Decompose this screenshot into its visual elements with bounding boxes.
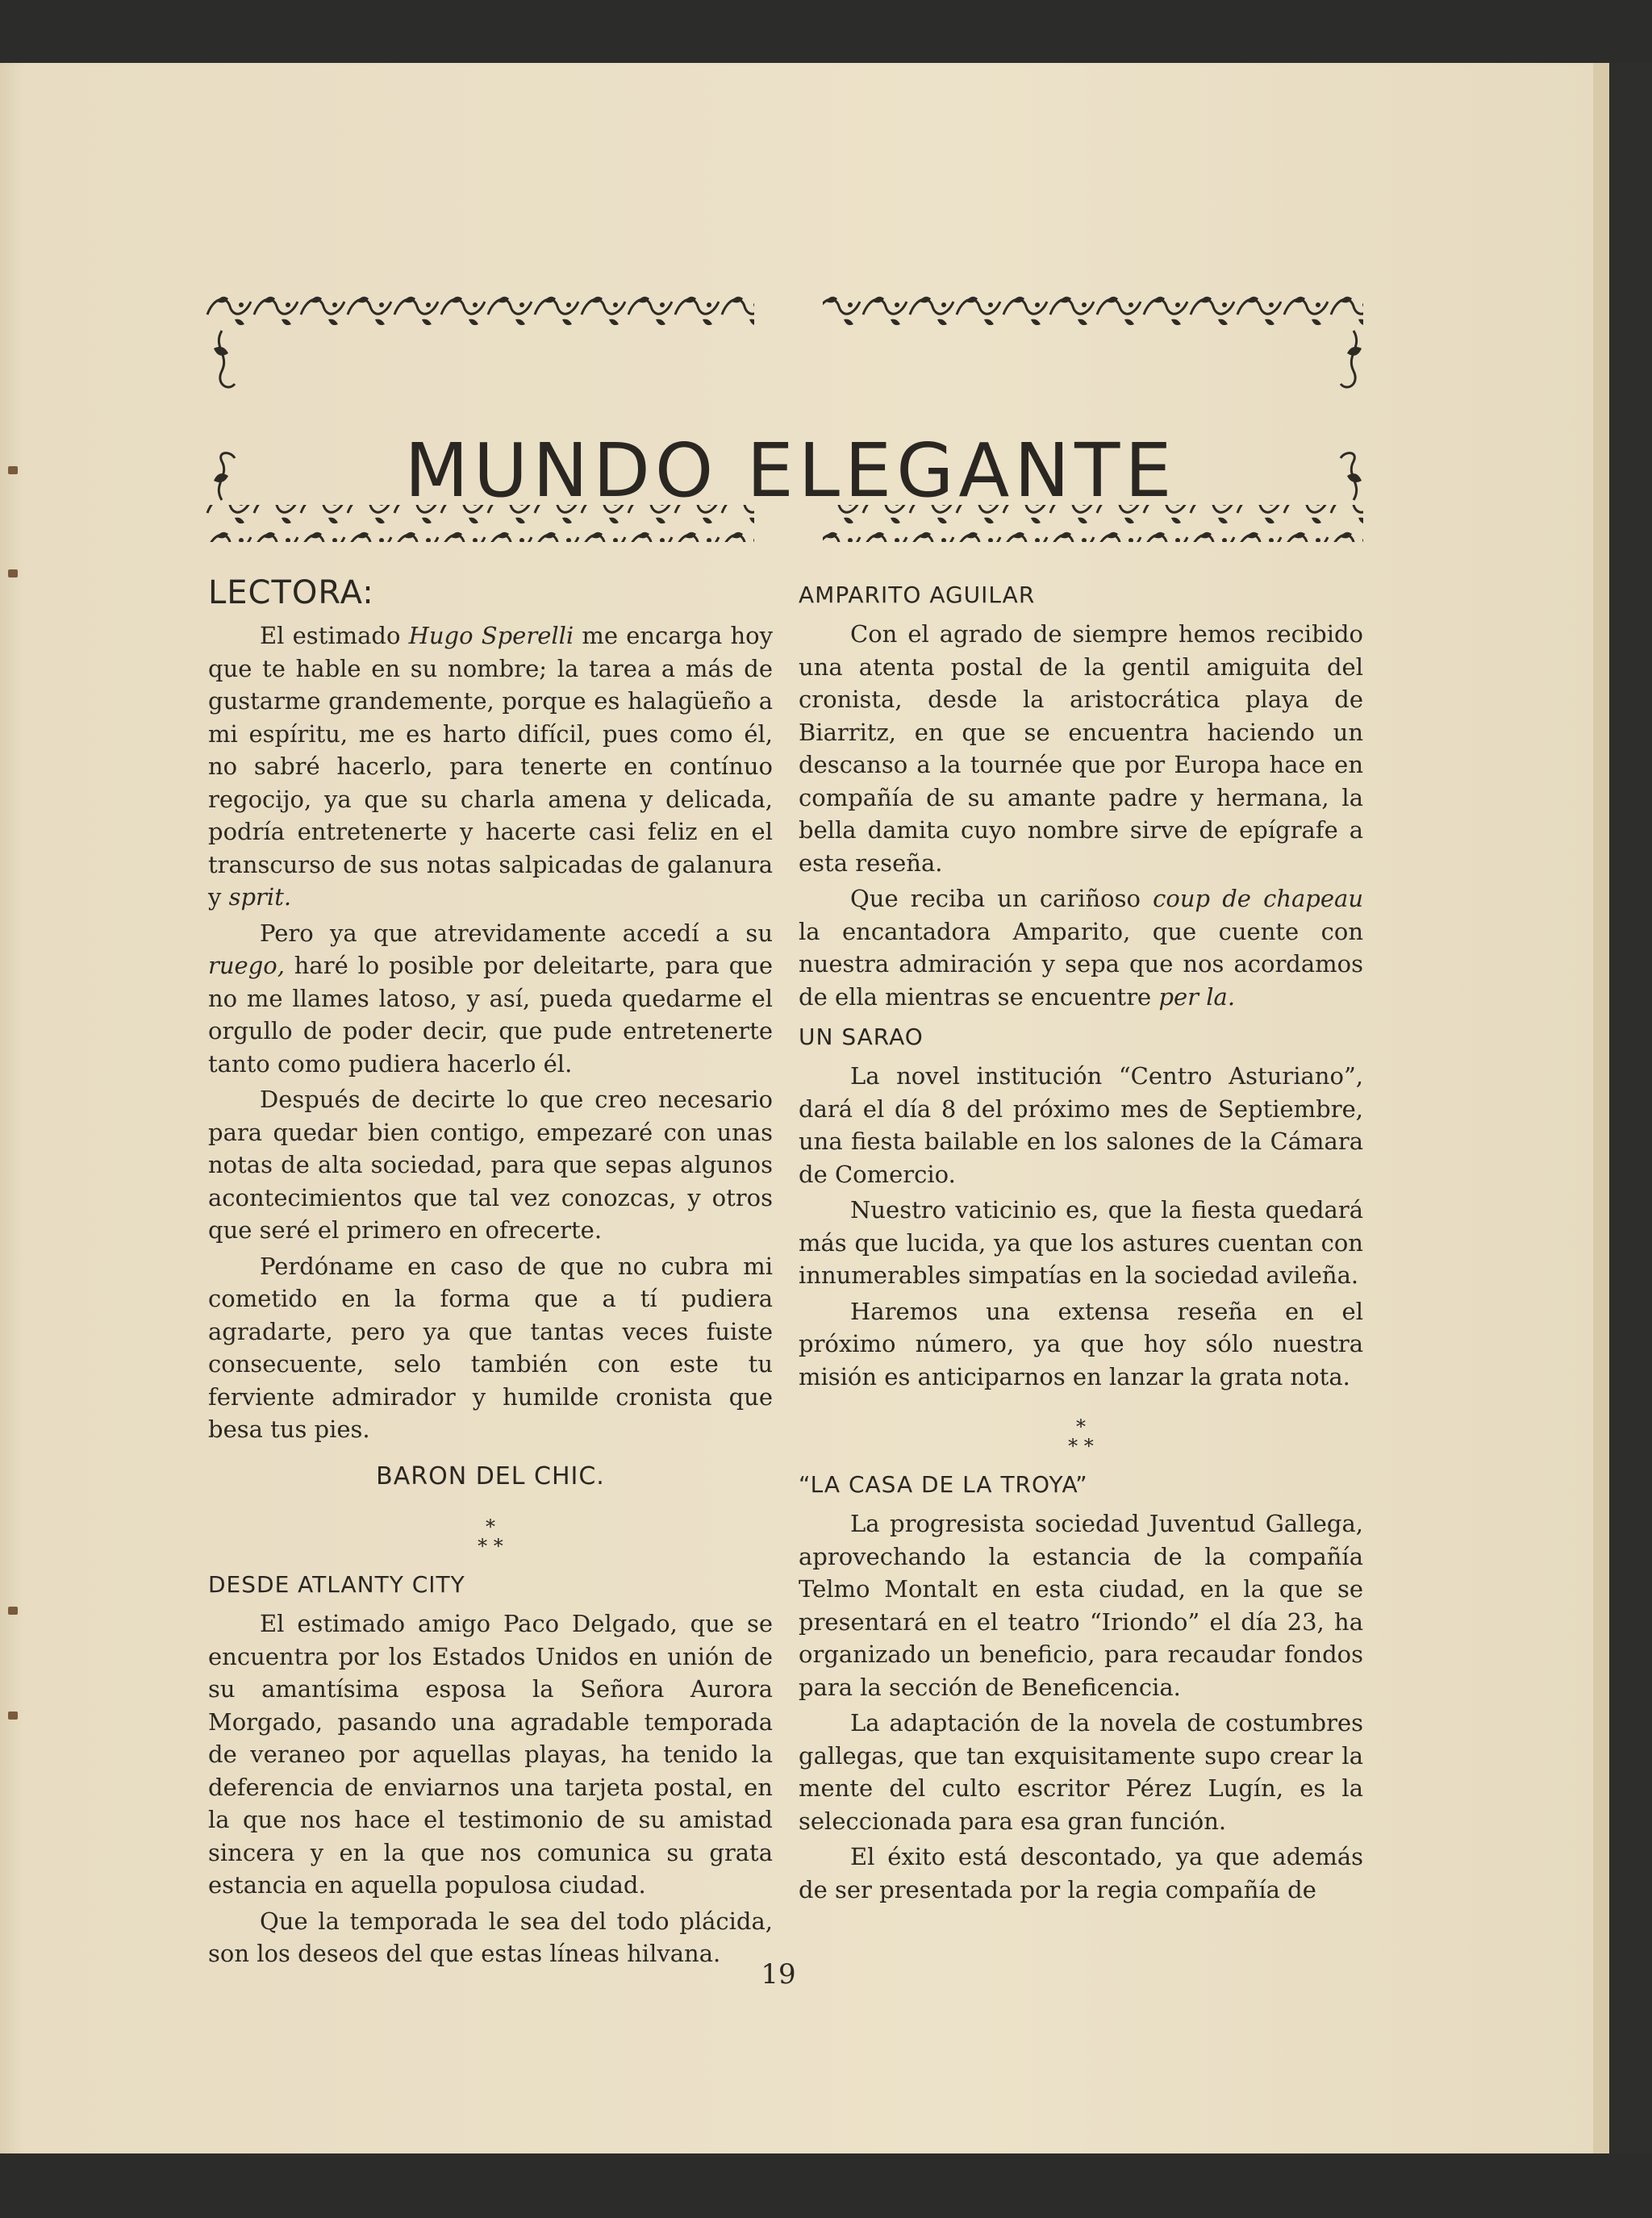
section-heading-sarao: UN SARAO: [799, 1024, 924, 1050]
section-heading-amparito: AMPARITO AGUILAR: [799, 582, 1036, 608]
signature: BARON DEL CHIC.: [376, 1461, 605, 1490]
paragraph: Pero ya que atrevidamente accedí a su ruego, haré lo posible por deleitarte, para que no me llames latoso, y así, pueda quedarme el orgullo de poder decir, que pude entretenerte tanto como pudiera hacerlo él.: [208, 919, 773, 1078]
ornament-top-left: [206, 290, 762, 395]
ornament-top-right: [815, 290, 1371, 395]
paragraph: La progresista sociedad Juventud Gallega, aprovechando la estancia de la compañía Telmo Montalt en esta ciudad, en la que se presentará en el teatro “Iriondo” el día 23, ha organizado un beneficio, para recaudar fondos para la sección de Beneficencia.: [799, 1510, 1363, 1701]
paragraph: El estimado amigo Paco Delgado, que se encuentra por los Estados Unidos en unión de su amantísima esposa la Señora Aurora Morgado, pasando una agradable temporada de veraneo por aquellas playas, ha tenido la deferencia de enviarnos una tarjeta postal, en la que nos hace el testimonio de su amistad sincera y en la que nos comunica su grata estancia en aquella populosa ciudad.: [208, 1610, 773, 1899]
right-column: [799, 581, 1363, 1909]
paragraph: Haremos una extensa reseña en el próximo número, ya que hoy sólo nuestra misión es anticiparnos en lanzar la grata nota.: [799, 1297, 1363, 1390]
page-title: MUNDO ELEGANTE: [404, 427, 1177, 514]
paragraph: El éxito está descontado, ya que además de ser presentada por la regia compañía de: [799, 1843, 1363, 1903]
page-edge: [1593, 63, 1609, 2153]
paragraph: Nuestro vaticinio es, que la fiesta quedará más que lucida, ya que los astures cuentan con innumerables simpatías en la sociedad avileña.: [799, 1196, 1363, 1289]
paragraph: El estimado Hugo Sperelli me encarga hoy que te hable en su nombre; la tarea a más de gustarme grandemente, porque es halagüeño a mi espíritu, me es harto difícil, pues como él, no sabré hacerlo, para tenerte en contínuo regocijo, ya que su charla amena y delicada, podría entretenerte y hacerte casi feliz en el transcurso de sus notas salpicadas de galanura y sprit.: [208, 622, 773, 911]
paragraph: Que reciba un cariñoso coup de chapeau la encantadora Amparito, que cuente con nuestra admiración y sepa que nos acordamos de ella mientras se encuentre per la.: [799, 885, 1363, 1011]
section-separator: * * *: [478, 1515, 503, 1557]
paragraph: Perdóname en caso de que no cubra mi cometido en la forma que a tí pudiera agradarte, pero ya que tantas veces fuiste consecuente, selo también con este tu ferviente admirador y humilde cronista que besa tus pies.: [208, 1252, 773, 1443]
left-column: [208, 573, 773, 1974]
section-heading-atlanty-city: DESDE ATLANTY CITY: [208, 1571, 465, 1598]
section-separator: * * *: [1068, 1415, 1094, 1457]
page-number: 19: [761, 1958, 796, 1991]
paragraph: Después de decirte lo que creo necesario para quedar bien contigo, empezaré con unas notas de alta sociedad, para que sepas algunos acontecimientos que tal vez conozcas, y otros que seré el primero en ofrecerte.: [208, 1086, 773, 1244]
paragraph: La novel institución “Centro Asturiano”, dará el día 8 del próximo mes de Septiembre, una fiesta bailable en los salones de la Cámara de Comercio.: [799, 1062, 1363, 1188]
scan-background-top: [0, 0, 1652, 63]
paragraph: Que la temporada le sea del todo plácida, son los deseos del que estas líneas hilvana.: [208, 1907, 773, 1967]
paragraph: La adaptación de la novela de costumbres gallegas, que tan exquisitamente supo crear la mente del culto escritor Pérez Lugín, es la seleccionada para esa gran función.: [799, 1709, 1363, 1835]
section-heading-casa-troya: “LA CASA DE LA TROYA”: [799, 1471, 1088, 1498]
paragraph: Con el agrado de siempre hemos recibido una atenta postal de la gentil amiguita del cronista, desde la aristocrática playa de Biarritz, en que se encuentra haciendo un descanso a la tournée que por Europa hace en compañía de su amante padre y hermana, la bella damita cuyo nombre sirve de epígrafe a esta reseña.: [799, 620, 1363, 877]
section-heading-lectora: LECTORA:: [208, 574, 374, 611]
scan-background-bottom: [0, 2153, 1652, 2218]
